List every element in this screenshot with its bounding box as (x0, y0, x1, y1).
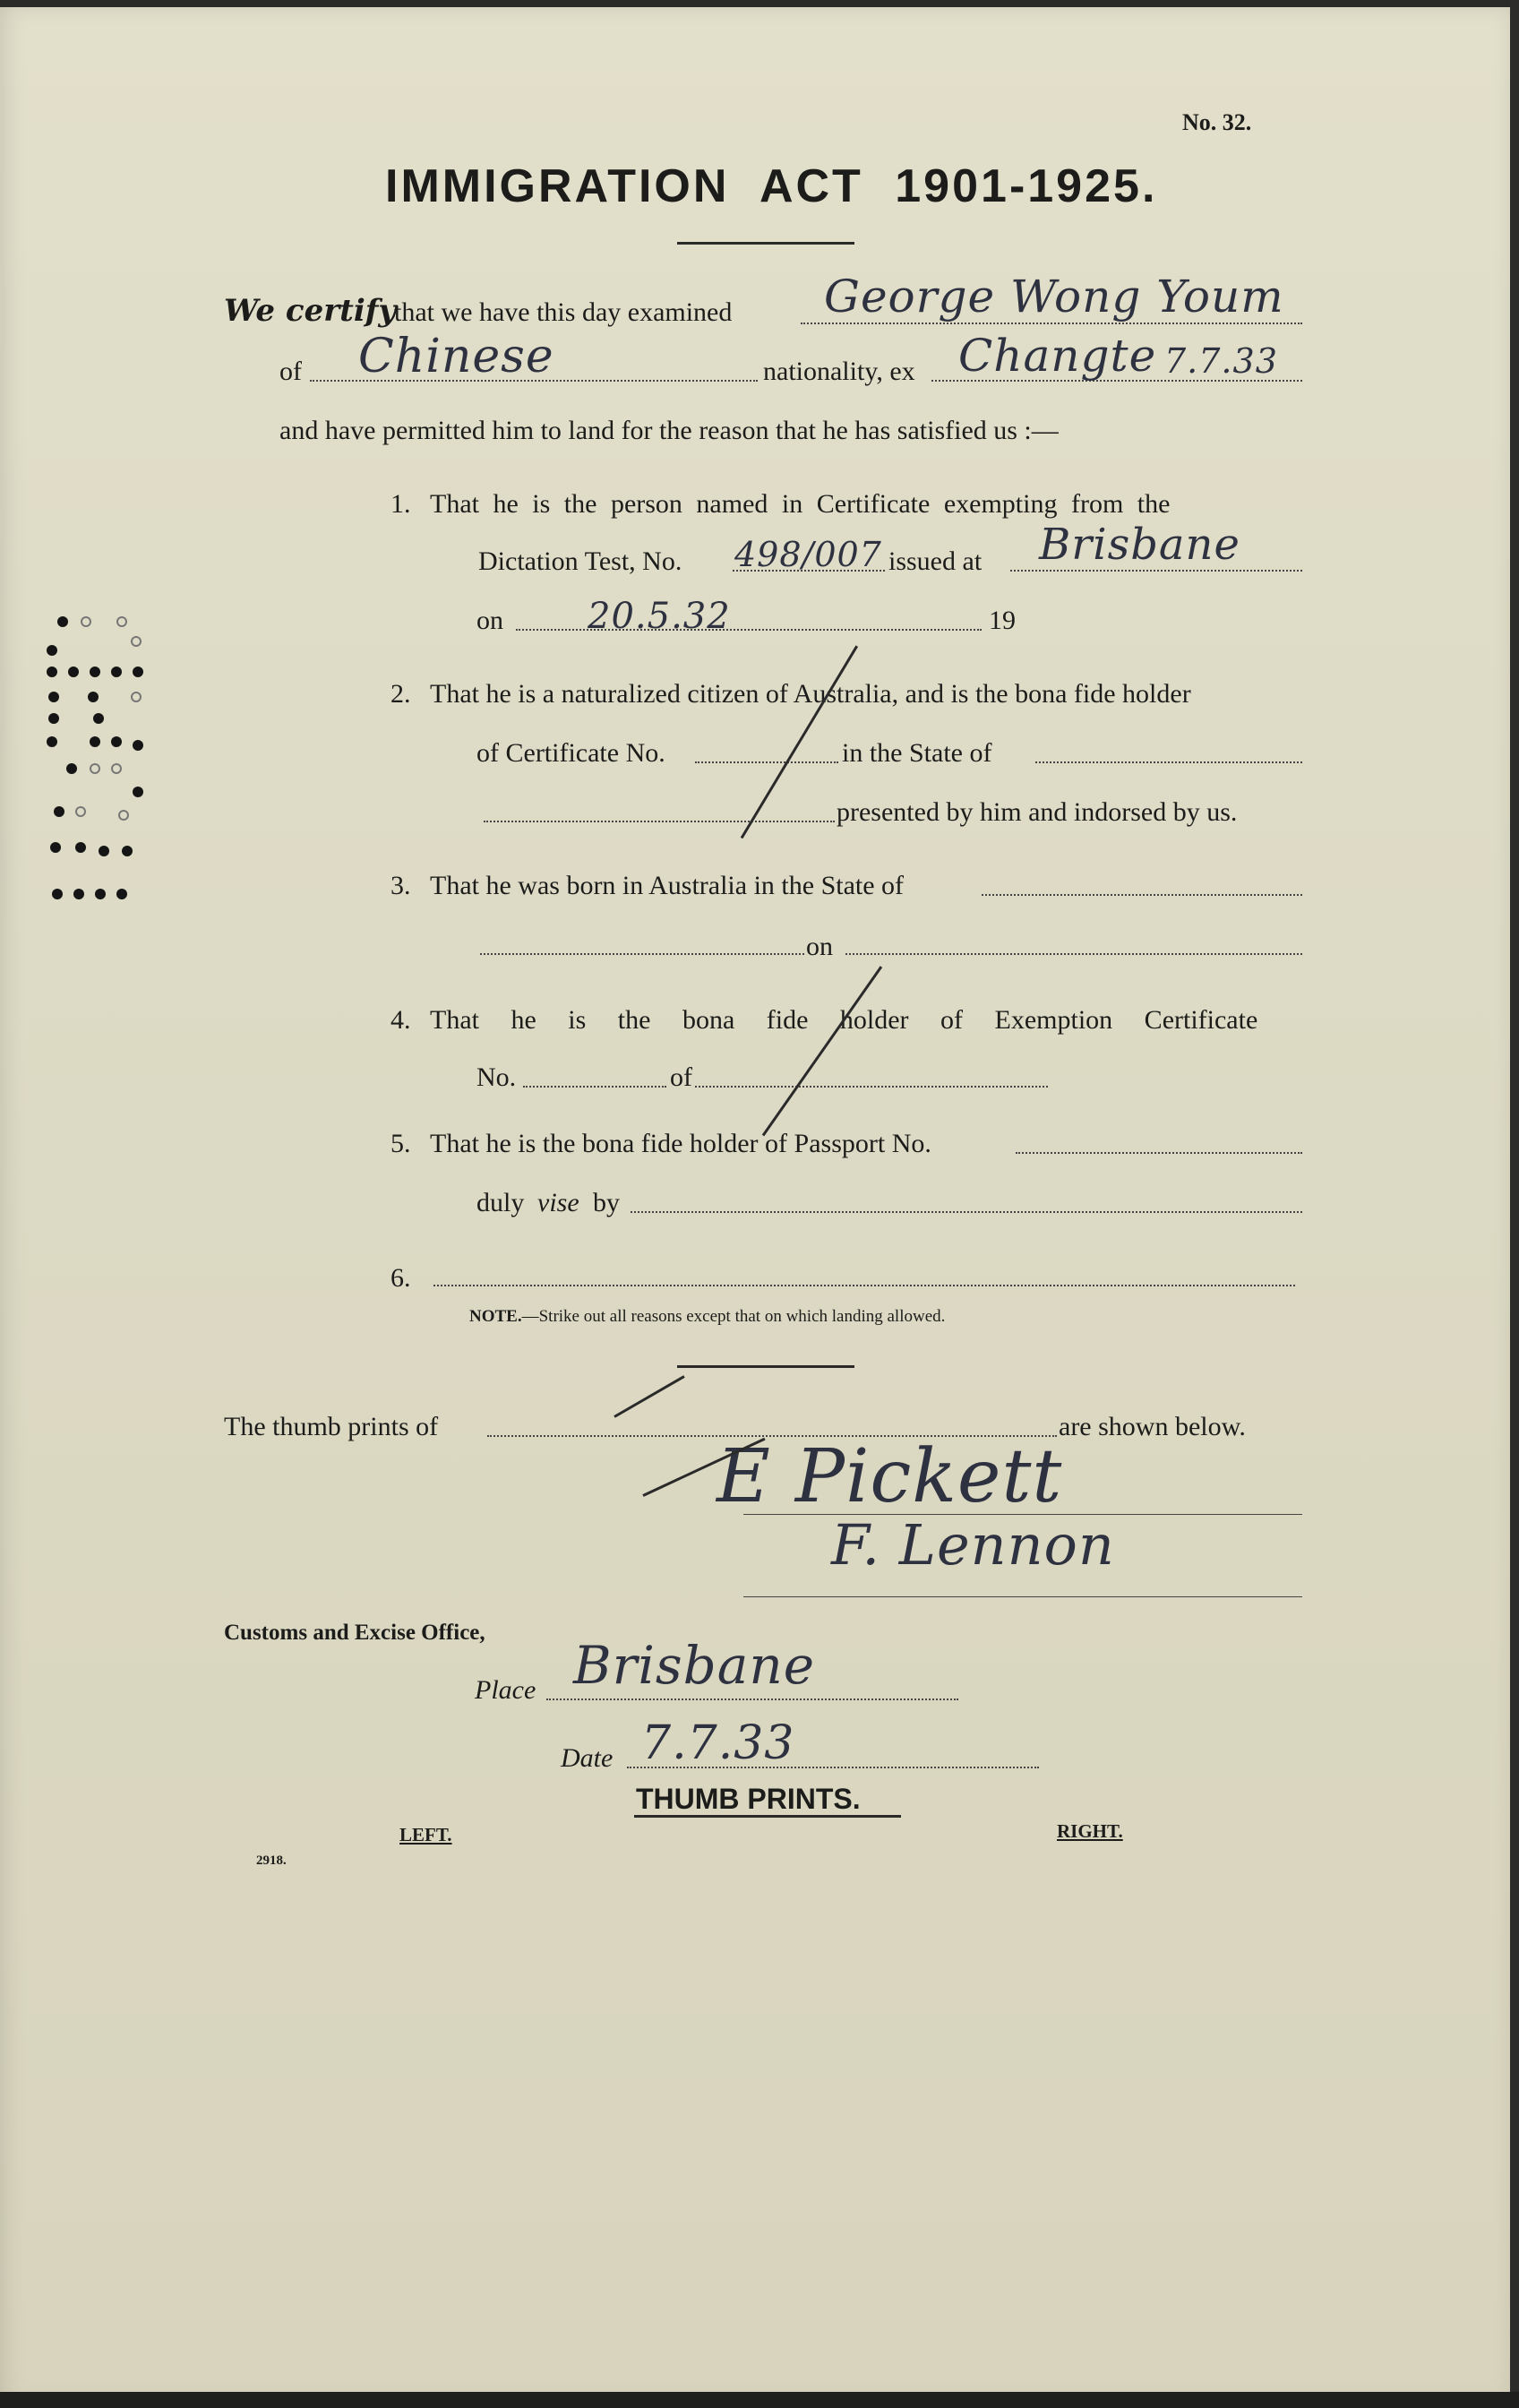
of-label: of (279, 357, 302, 386)
reason-1-line2a: Dictation Test, No. (478, 546, 682, 576)
reason-5-duly: duly (476, 1188, 525, 1217)
reason-intro: and have permitted him to land for the reason that he has satisfied us :— (279, 416, 1059, 445)
office-place: Brisbane (573, 1635, 816, 1696)
natz-blank-line (484, 821, 835, 822)
office-date: 7.7.33 (641, 1716, 795, 1770)
reason-6-number: 6. (390, 1263, 411, 1293)
thumb-right-label: RIGHT. (1057, 1820, 1123, 1842)
reason-6-line (433, 1285, 1295, 1286)
birth-date-line (845, 953, 1302, 955)
scan-edge-bottom (0, 2392, 1519, 2408)
reason-4-number: 4. (390, 1005, 411, 1035)
reason-2-line1: That he is a naturalized citizen of Australia, and is the bona fide holder (430, 679, 1191, 709)
reason-5-number: 5. (390, 1129, 411, 1158)
certify-text: that we have this day examined (394, 297, 733, 327)
reason-5-by: by (593, 1188, 620, 1217)
passport-no-line (1016, 1152, 1302, 1154)
note-label: NOTE. (469, 1307, 522, 1326)
issued-date-line (516, 629, 982, 631)
section-divider (677, 1365, 854, 1368)
note (469, 1308, 945, 1325)
reason-4-strikeout (762, 966, 882, 1136)
reason-2-line3: presented by him and indorsed by us. (837, 797, 1238, 827)
ship-name: Changte (958, 330, 1157, 382)
reason-4-no-label: No. (476, 1062, 517, 1092)
certify-lead: We certify (224, 293, 397, 329)
reason-1-on-label: on (476, 606, 503, 635)
exemption-of-line (695, 1086, 1048, 1088)
name-field-line (801, 322, 1302, 324)
title-underline (677, 242, 854, 245)
reason-2-line2b: in the State of (842, 738, 992, 768)
thumb-prints-underline (634, 1815, 901, 1818)
signature-line-2 (743, 1596, 1302, 1597)
scan-edge-right (1510, 0, 1519, 2408)
reason-3-number: 3. (390, 871, 411, 900)
reason-1-number: 1. (390, 489, 411, 519)
birth-state-line (982, 894, 1302, 896)
reason-2-line2a: of Certificate No. (476, 738, 665, 768)
place-line (546, 1698, 958, 1700)
natz-state-line (1035, 761, 1302, 763)
exemption-cert-number: 498/007 (734, 535, 882, 574)
reason-5-vise: vise (537, 1188, 579, 1217)
date-label: Date (561, 1743, 614, 1773)
nationality-label: nationality, ex (763, 357, 915, 386)
reason-1-line1: That he is the person named in Certificate exempting from the (430, 489, 1171, 519)
office-label: Customs and Excise Office, (224, 1621, 485, 1645)
thumb-left-label: LEFT. (399, 1824, 452, 1845)
reason-4-of-label: of (670, 1062, 692, 1092)
arrival-date: 7.7.33 (1164, 341, 1278, 381)
reason-3-line1: That he was born in Australia in the State of (430, 871, 905, 900)
exemption-no-line (523, 1086, 666, 1088)
signature-stroke-1 (614, 1375, 684, 1418)
reason-2-number: 2. (390, 679, 411, 709)
reason-1-year: 19 (989, 606, 1016, 635)
issued-place: Brisbane (1039, 520, 1240, 570)
form-title: IMMIGRATION ACT 1901-1925. (385, 160, 1158, 212)
nationality-value: Chinese (358, 330, 554, 383)
officer-signature-1: E Pickett (717, 1434, 1063, 1519)
thumb-prints-tail: are shown below. (1059, 1412, 1246, 1441)
reason-1-line2b: issued at (888, 546, 983, 576)
print-code: 2918. (256, 1853, 287, 1868)
natz-cert-line (695, 761, 838, 763)
reason-4-line1: That he is the bona fide holder of Exemption Certificate (430, 1005, 1258, 1035)
thumb-prints-lead: The thumb prints of (224, 1412, 439, 1441)
note-text: —Strike out all reasons except that on which landing allowed. (521, 1307, 946, 1326)
reason-3-on-label: on (806, 932, 833, 961)
form-number: No. 32. (1182, 109, 1252, 135)
issued-at-line (1010, 570, 1302, 572)
thumb-prints-heading: THUMB PRINTS. (636, 1783, 861, 1815)
reason-5-line1: That he is the bona fide holder of Passport No. (430, 1129, 931, 1158)
place-label: Place (475, 1675, 536, 1705)
officer-signature-2: F. Lennon (831, 1512, 1115, 1578)
birth-place-line (480, 953, 804, 955)
scan-edge-top (0, 0, 1519, 7)
examined-name: George Wong Youm (824, 271, 1284, 322)
vise-by-line (631, 1211, 1302, 1213)
issued-date: 20.5.32 (588, 596, 731, 637)
